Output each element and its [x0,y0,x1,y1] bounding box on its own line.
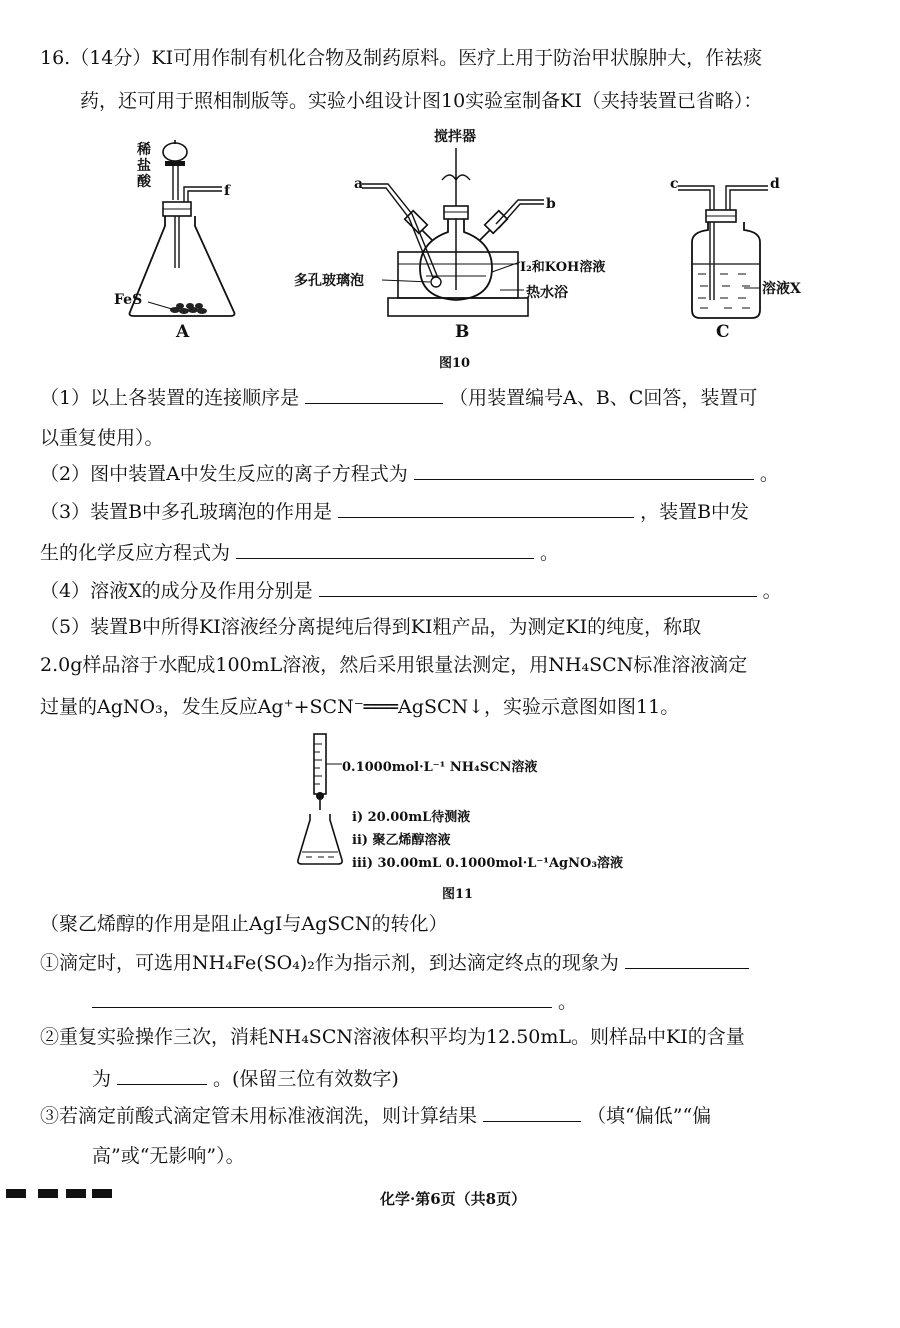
s3-text-3: 高”或“无影响”）。 [92,1145,245,1167]
page-footer-text: 化学·第6页（共8页） [380,1190,527,1208]
s3-line [40,1101,860,1129]
q2-end: 。 [759,463,779,485]
q1-text: （1）以上各装置的连接顺序是 [40,387,300,409]
fes-label: FeS [114,292,143,308]
footer-mark-2 [38,1189,58,1198]
question-line-1: 16.（14分）KI可用作制有机化合物及制药原料。医疗上用于防治甲状腺肿大，作祛痰 [40,47,763,69]
q4-text: （4）溶液X的成分及作用分别是 [40,580,313,602]
s3-answer-blank[interactable] [483,1101,581,1122]
s3-line-2 [40,1143,860,1169]
s3-text-2: （填“偏低”“偏 [587,1105,712,1127]
note-line: （聚乙烯醇的作用是阻止AgI与AgSCN的转化） [40,913,448,935]
q3-answer-blank-2[interactable] [236,538,534,559]
s3-text: ③若滴定前酸式滴定管未用标准液润洗，则计算结果 [40,1105,478,1127]
titrant-label: 0.1000mol·L⁻¹ NH₄SCN溶液 [342,760,538,775]
s1-answer-blank-1[interactable] [625,948,749,969]
s2-line-2 [40,1064,860,1092]
apparatus-a-label: A [176,322,190,342]
s2-line: ②重复实验操作三次，消耗NH₄SCN溶液体积平均为12.50mL。则样品中KI的含量 [40,1026,745,1048]
s1-end: 。 [558,991,578,1013]
q3-line [40,497,860,525]
q4-answer-blank[interactable] [319,576,757,597]
q1-line-2: 以重复使用）。 [40,427,164,449]
i2-koh-label: I₂和KOH溶液 [520,260,606,275]
q5-line-1: （5）装置B中所得KI溶液经分离提纯后得到KI粗产品，为测定KI的纯度，称取 [40,616,702,638]
reagent-label: 稀盐酸 [137,142,151,190]
stirrer-label: 搅拌器 [434,129,476,145]
footer-mark-4 [92,1189,112,1198]
titration-drawing [292,730,352,870]
q3-text: （3）装置B中多孔玻璃泡的作用是 [40,501,333,523]
flask-item-3: ⅲ) 30.00mL 0.1000mol·L⁻¹AgNO₃溶液 [352,856,624,871]
q4-line [40,576,860,604]
port-b-label: b [546,196,556,212]
flask-item-2: ⅱ) 聚乙烯醇溶液 [352,833,451,848]
port-c-label: c [670,176,679,192]
apparatus-c-label: C [716,322,730,342]
s2-text-3: 。(保留三位有效数字) [213,1068,399,1090]
port-f-label: f [224,183,231,199]
s2-text-2: 为 [92,1068,112,1090]
q1-line [40,383,860,411]
port-a-label: a [354,176,364,192]
q2-answer-blank[interactable] [414,459,754,480]
port-d-label: d [770,176,780,192]
q5-line-2: 2.0g样品溶于水配成100mL溶液，然后采用银量法测定，用NH₄SCN标准溶液滴定 [40,654,748,676]
q5-line-3: 过量的AgNO₃，发生反应Ag⁺+SCN⁻═══AgSCN↓，实验示意图如图11。 [40,696,680,718]
question-line-2: 药，还可用于照相制版等。实验小组设计图10实验室制备KI（夹持装置已省略）： [80,90,763,112]
q3-line-2 [40,538,860,566]
q2-line [40,459,860,487]
solution-x-label: 溶液X [762,281,801,297]
s1-line-2 [40,987,860,1015]
q3-text-2: ，装置B中发 [640,501,750,523]
bubbler-label: 多孔玻璃泡 [294,273,364,289]
apparatus-b-label: B [455,322,470,342]
q1-text-2: （用装置编号A、B、C回答，装置可 [449,387,758,409]
footer-mark-1 [6,1189,26,1198]
q1-answer-blank[interactable] [305,383,443,404]
figure-10-caption: 图10 [439,356,471,371]
q4-end: 。 [762,580,782,602]
q2-text: （2）图中装置A中发生反应的离子方程式为 [40,463,408,485]
footer-mark-3 [66,1189,86,1198]
s1-line [40,948,860,976]
s1-answer-blank-2[interactable] [92,987,552,1008]
q3-answer-blank-1[interactable] [338,497,634,518]
apparatus-c-drawing [672,180,782,325]
figure-11-caption: 图11 [442,887,474,902]
q3-end: 。 [540,542,560,564]
s2-answer-blank[interactable] [117,1064,207,1085]
flask-item-1: ⅰ) 20.00mL待测液 [352,810,471,825]
q3-text-3: 生的化学反应方程式为 [40,542,231,564]
s1-text: ①滴定时，可选用NH₄Fe(SO₄)₂作为指示剂，到达滴定终点的现象为 [40,952,619,974]
hot-bath-label: 热水浴 [526,285,568,301]
